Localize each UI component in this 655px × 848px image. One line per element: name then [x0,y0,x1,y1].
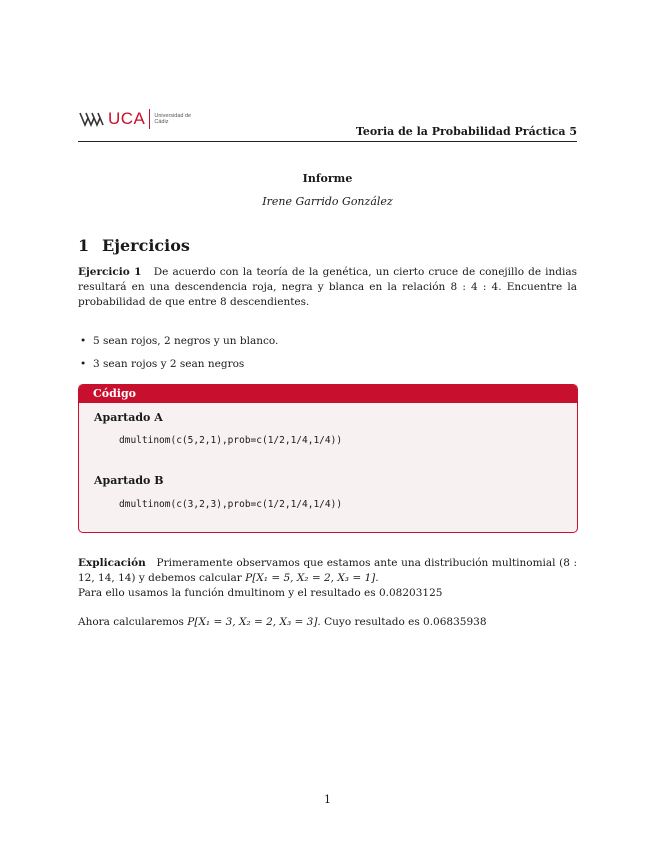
bullet-list [78,334,577,380]
document-author: Irene Garrido González [262,195,393,208]
result-text-post: Cuyo resultado es 0.06835938 [324,616,487,628]
uca-emblem-icon [78,109,106,129]
formula-2: P[X₁ = 3, X₂ = 2, X₃ = 3]. [187,616,321,628]
formula-1: P[X₁ = 5, X₂ = 2, X₃ = 1]. [245,572,379,584]
code-line-b: dmultinom(c(3,2,3),prob=c(1/2,1/4,1/4)) [119,499,343,510]
subsection-a-label: Apartado A [94,411,163,424]
subsection-b-label: Apartado B [94,474,164,487]
result-text-pre: Ahora calcularemos [78,616,184,628]
logo-divider [149,109,150,129]
running-header-title: Teoria de la Probabilidad Práctica 5 [355,125,577,138]
document-title: Informe [302,172,353,185]
section-number: 1 [78,236,90,255]
exercise-label: Ejercicio 1 [78,266,142,278]
explanation-label: Explicación [78,557,146,569]
section-heading [78,236,190,255]
exercise-text: De acuerdo con la teoría de la genética, un cierto cruce de conejillo de indias resultará en una descendencia roja, negra y blanca en la relación 8 : 4 : 4. Encuentre la probabilidad de que entre 8 descendientes. [78,266,578,308]
list-item: • 5 sean rojos, 2 negros y un blanco. [78,334,577,357]
page-number: 1 [324,793,331,806]
header-rule [78,141,577,142]
logo-text: UCA [108,109,146,128]
explanation-text: Primeramente observamos que estamos ante una distribución multinomial (8 : 12, 14, 14) y debemos calcular [78,557,577,584]
section-title: Ejercicios [102,236,190,255]
code-box-header: Código [79,385,577,403]
code-line-a: dmultinom(c(5,2,1),prob=c(1/2,1/4,1/4)) [119,435,343,446]
uca-logo [78,108,194,130]
code-box [78,384,578,533]
list-item: • 3 sean rojos y 2 sean negros [78,357,577,380]
exercise-paragraph [78,265,577,310]
result-paragraph [78,615,577,630]
logo-subtext: Universidad de Cádiz [154,113,192,125]
explanation-paragraph [78,556,577,601]
explanation-line-2: Para ello usamos la función dmultinom y el resultado es 0.08203125 [78,587,443,599]
